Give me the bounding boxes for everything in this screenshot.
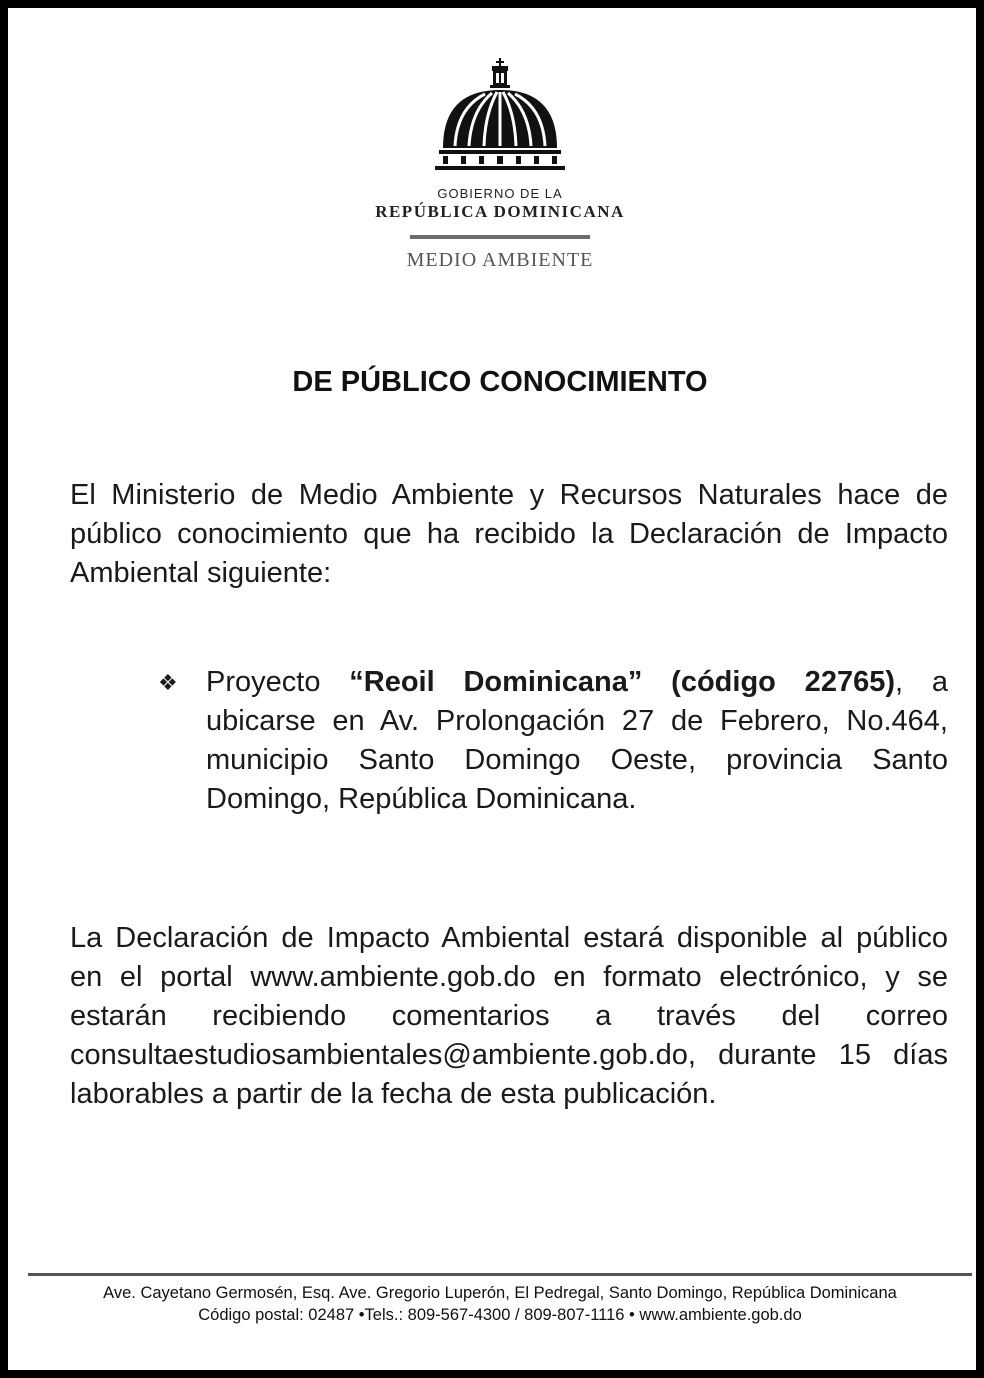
country-label: REPÚBLICA DOMINICANA [375,202,625,221]
dome-icon [435,56,565,176]
notice-title: DE PÚBLICO CONOCIMIENTO [292,366,708,398]
footer-divider [28,1273,972,1276]
project-name: “Reoil Dominicana” (código 22765) [349,666,895,698]
diamond-bullet-icon: ❖ [158,670,178,695]
intro-paragraph: El Ministerio de Medio Ambiente y Recursos Naturales hace de público conocimiento que ha recibido la Declaración de Impacto Ambiental siguiente: [70,479,948,589]
footer [8,1282,984,1326]
government-logo [8,56,984,272]
project-prefix: Proyecto [206,666,350,698]
project-location: , a ubicarse en Av. Prolongación 27 de Febrero, No.464, municipio Santo Domingo Oeste, provincia Santo Domingo, República Dominicana. [206,666,949,815]
logo-divider [410,235,590,239]
government-label: GOBIERNO DE LA [437,186,563,201]
project-item [206,663,948,819]
footer-contact: Código postal: 02487 •Tels.: 809-567-4300 / 809-807-1116 • www.ambiente.gob.do [198,1306,802,1324]
availability-paragraph: La Declaración de Impacto Ambiental estará disponible al público en el portal www.ambiente.gob.do en formato electrónico, y se estarán recibiendo comentarios a través del correo consultaestudiosambientales@ambiente.gob.do, durante 15 días laborables a partir de la fecha de esta publicación. [70,922,948,1110]
department-label: MEDIO AMBIENTE [406,249,594,271]
footer-address: Ave. Cayetano Germosén, Esq. Ave. Gregorio Luperón, El Pedregal, Santo Domingo, República Dominicana [103,1284,897,1302]
